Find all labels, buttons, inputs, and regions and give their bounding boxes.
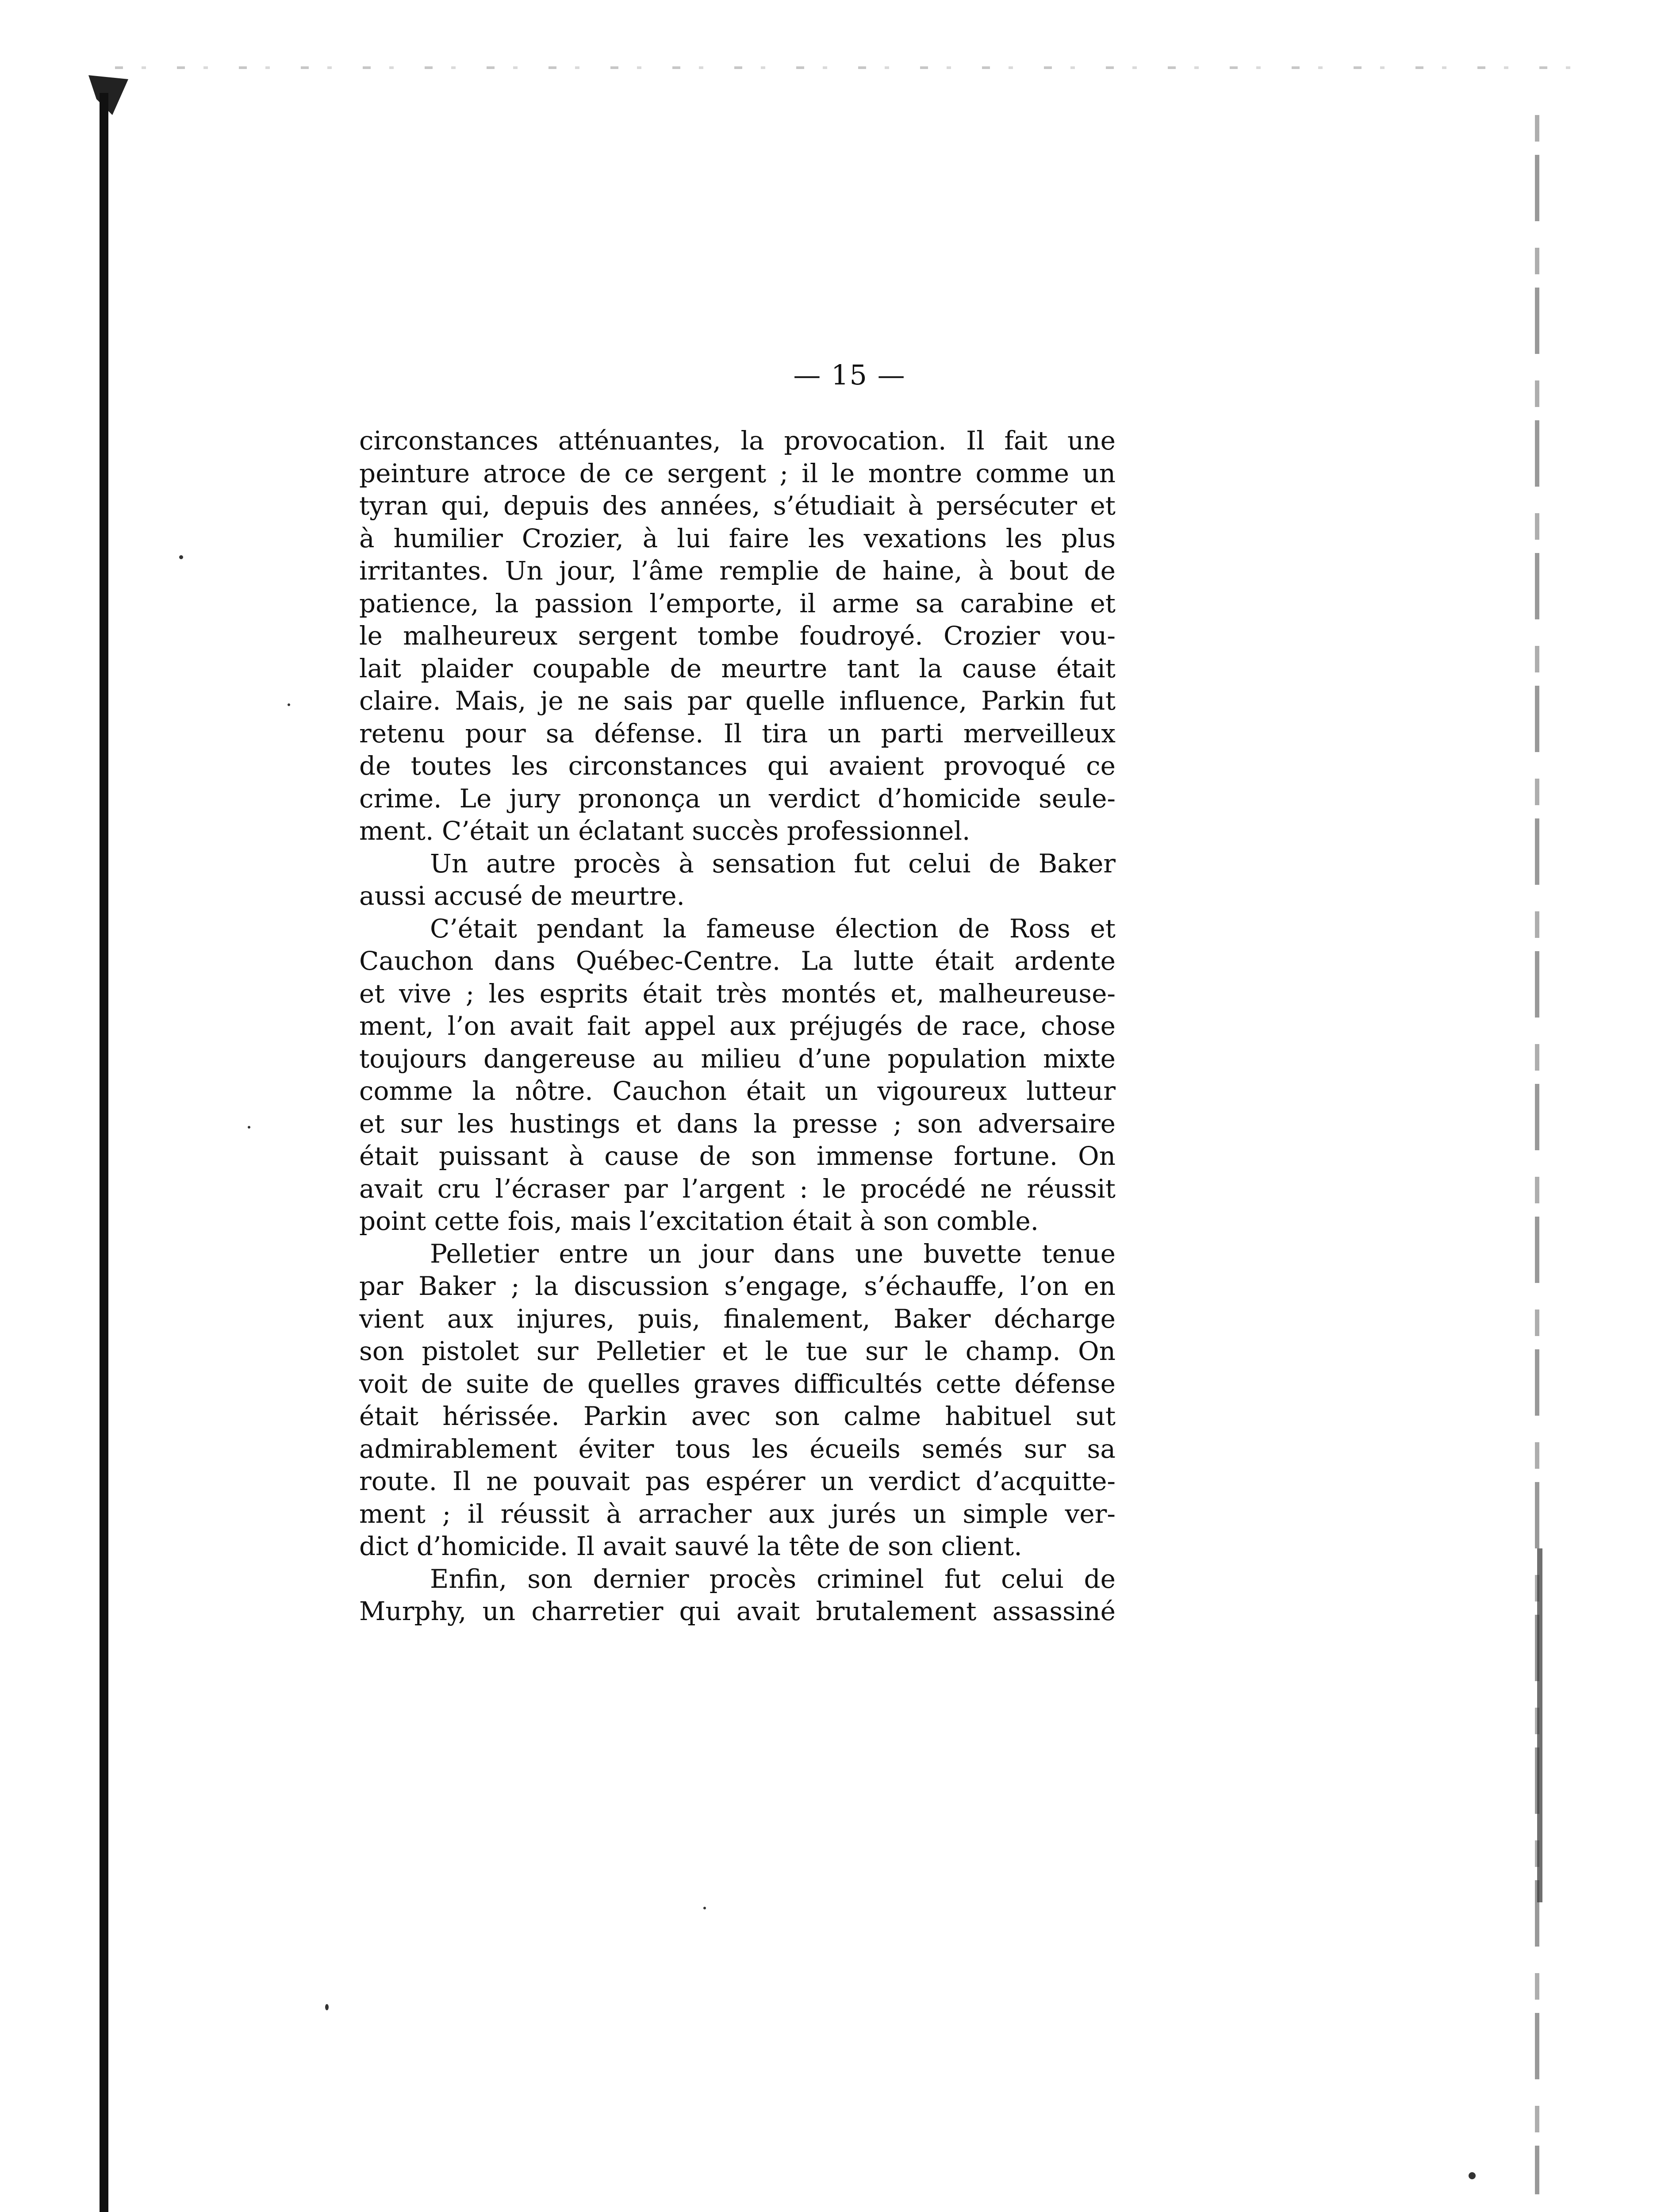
text-line: circonstances atténuantes, la provocation. Il fait une (359, 426, 1116, 456)
text-line: Murphy, un charretier qui avait brutalement assassiné (359, 1596, 1116, 1626)
scan-left-edge (100, 93, 108, 2212)
text-line: aussi accusé de meurtre. (359, 881, 685, 911)
paragraph (359, 425, 1116, 848)
text-line: Enfin, son dernier procès criminel fut celui de (430, 1563, 1116, 1594)
text-line: patience, la passion l’emporte, il arme sa carabine et (359, 588, 1116, 618)
text-line: tyran qui, depuis des années, s’étudiait à persécuter et (359, 491, 1116, 521)
scan-corner-mark (88, 75, 128, 115)
page-number: — 15 — (793, 359, 906, 391)
scan-speck (1469, 2172, 1476, 2179)
text-line: dict d’homicide. Il avait sauvé la tête de son client. (359, 1531, 1022, 1561)
text-line: vient aux injures, puis, finalement, Baker décharge (359, 1303, 1116, 1334)
text-line: peinture atroce de ce sergent ; il le montre comme un (359, 458, 1116, 488)
text-line: son pistolet sur Pelletier et le tue sur le champ. On (359, 1336, 1116, 1366)
text-line: était hérissée. Parkin avec son calme habituel sut (359, 1401, 1116, 1431)
scan-speck (703, 1907, 706, 1909)
scan-speck (248, 1126, 250, 1129)
text-line: toujours dangereuse au milieu d’une population mixte (359, 1043, 1116, 1074)
scan-speck (288, 703, 290, 706)
paragraph (359, 848, 1116, 913)
text-line: avait cru l’écraser par l’argent : le procédé ne réussit (359, 1173, 1116, 1204)
text-line: ment ; il réussit à arracher aux jurés un simple ver- (359, 1498, 1116, 1529)
text-line: et sur les hustings et dans la presse ; son adversaire (359, 1108, 1116, 1139)
text-line: claire. Mais, je ne sais par quelle influence, Parkin fut (359, 686, 1116, 716)
text-line: point cette fois, mais l’excitation était à son comble. (359, 1206, 1039, 1236)
text-line: ment. C’était un éclatant succès professionnel. (359, 816, 970, 846)
text-line: voit de suite de quelles graves difficultés cette défense (359, 1368, 1116, 1399)
text-line: comme la nôtre. Cauchon était un vigoureux lutteur (359, 1076, 1116, 1106)
scan-top-edge (115, 66, 1575, 69)
scan-right-edge-dark (1537, 1548, 1542, 1902)
text-line: de toutes les circonstances qui avaient provoqué ce (359, 751, 1116, 781)
text-line: Cauchon dans Québec-Centre. La lutte était ardente (359, 946, 1116, 976)
text-line: Pelletier entre un jour dans une buvette tenue (430, 1238, 1116, 1269)
scan-speck (325, 2004, 329, 2010)
text-line: crime. Le jury prononça un verdict d’homicide seule- (359, 783, 1116, 814)
text-line: était puissant à cause de son immense fortune. On (359, 1141, 1116, 1171)
text-line: lait plaider coupable de meurtre tant la cause était (359, 653, 1116, 684)
paragraph (359, 913, 1116, 1238)
text-line: admirablement éviter tous les écueils semés sur sa (359, 1433, 1116, 1464)
text-line: retenu pour sa défense. Il tira un parti merveilleux (359, 718, 1116, 749)
text-line: par Baker ; la discussion s’engage, s’échauffe, l’on en (359, 1271, 1116, 1301)
text-line: Un autre procès à sensation fut celui de Baker (430, 848, 1116, 879)
text-line: ment, l’on avait fait appel aux préjugés de race, chose (359, 1011, 1116, 1041)
text-line: le malheureux sergent tombe foudroyé. Crozier vou- (359, 621, 1116, 651)
paragraph (359, 1238, 1116, 1563)
text-line: irritantes. Un jour, l’âme remplie de haine, à bout de (359, 556, 1116, 586)
text-line: C’était pendant la fameuse élection de Ross et (430, 913, 1116, 944)
scan-speck (179, 555, 183, 559)
body-text (359, 425, 1116, 1628)
paragraph (359, 1563, 1116, 1628)
text-line: route. Il ne pouvait pas espérer un verdict d’acquitte- (359, 1466, 1116, 1496)
text-line: à humilier Crozier, à lui faire les vexations les plus (359, 523, 1116, 553)
text-line: et vive ; les esprits était très montés et, malheureuse- (359, 978, 1116, 1009)
